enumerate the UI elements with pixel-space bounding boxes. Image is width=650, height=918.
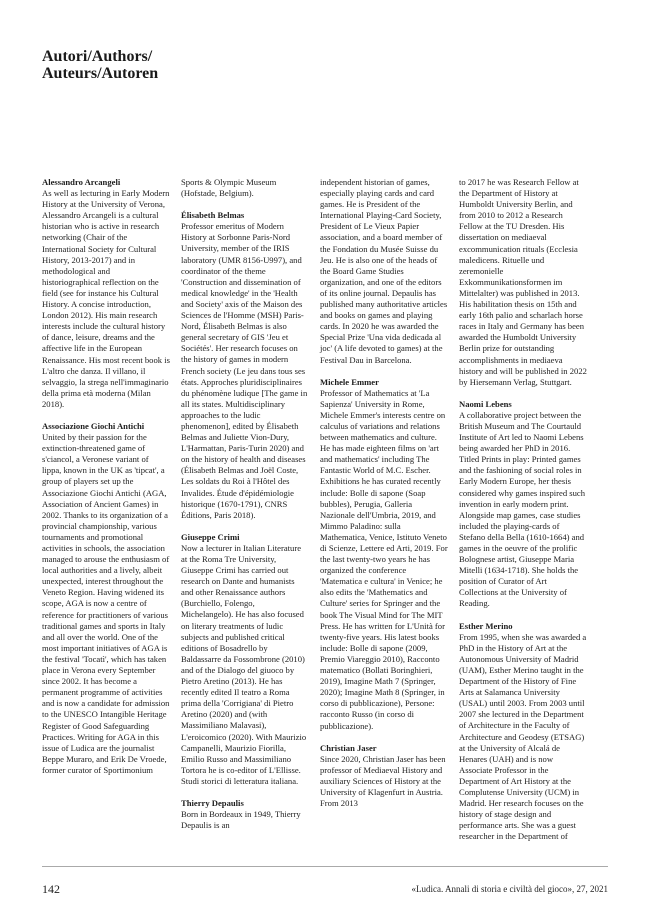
author-entry: [320, 743, 448, 810]
author-bio: Sports & Olympic Museum (Hofstade, Belgium).: [181, 177, 277, 199]
column-4: [459, 177, 587, 853]
column-2: [181, 177, 309, 842]
author-name: Michele Emmer: [320, 376, 379, 387]
author-bio: Professor of Mathematics at 'La Sapienza' University in Rome, Michele Emmer's interests centre on calculus of variations and relations between mathematics and culture. He has made eighteen films on 'art and mathematics' including The Fantastic World of M.C. Escher. Exhibitions he has curated recently include: Bolle di sapone (Soap bubbles), Perugia, Galleria Nazionale dell'Umbria, 2019, and Mimmo Paladino: sulla Mathematica, Venice, Istituto Veneto di Scienze, Lettere ed Arti, 2019. For the last twenty-two years he has organized the conference 'Matematica e cultura' in Venice; he also edits the 'Mathematics and Culture' series for Springer and the book The Visual Mind for The MIT Press. He has written for L'Unità for twenty-five years. His latest books include: Bolle di sapone (2009, Premio Viareggio 2010), Racconto matematico (Bollati Boringhieri, 2019), Imagine Math 7 (Springer, 2020); Imagine Math 8 (Springer, in corso di pubblicazione), Persone: racconto Russo (in corso di pubblicazione).: [320, 387, 448, 731]
footer-divider: [42, 866, 608, 867]
author-name: Élisabeth Belmas: [181, 210, 245, 221]
author-name: Christian Jaser: [320, 742, 377, 753]
author-bio: Professor emeritus of Modern History at Sorbonne Paris-Nord University, member of the IRIS laboratory (UMR 8156-U997), and coordinator of the theme 'Construction and dissemination of medical knowledge' in the 'Health and Society' axis of the Maison des Sciences de l'Homme (MSH) Paris-Nord, Élisabeth Belmas is also general secretary of GIS 'Jeu et Sociétés'. Her research focuses on the history of games in modern French society (Le jeu dans tous ses états. Approches pluridisciplinaires du phénomène ludique [The game in all its states. Multidisciplinary approaches to the ludic phenomenon], edited by Élisabeth Belmas and Juliette Vion-Dury, L'Harmattan, Paris-Turin 2020) and on the history of health and diseases (Élisabeth Belmas and Joël Coste, Les soldats du Roi à l'Hôtel des Invalides. Étude d'épidémiologie historique (1670-1791), CNRS Éditions, Paris 2018).: [181, 221, 308, 520]
author-entry: [320, 377, 448, 732]
column-1: [42, 177, 170, 787]
author-entry: [459, 621, 587, 843]
author-entry: [181, 210, 309, 521]
author-name: Alessandro Arcangeli: [42, 177, 121, 187]
author-bio: to 2017 he was Research Fellow at the Department of History at Humboldt University Berlin, and from 2010 to 2012 a Research Fellow at the TU Dresden. His dissertation on mediaeval excommunication rituals (Ecclesia maledicens. Rituelle und zeremonielle Exkommunikationsformen im Mittelalter) was published in 2013. His habilitation thesis on 15th and early 16th palio and scharlach horse races in Italy and Germany has been awarded the Humboldt University Berlin prize for outstanding accomplishments in mediaeva history and will be published in 2022 by Hiersemann Verlag, Stuttgart.: [459, 177, 587, 387]
author-entry: [181, 798, 309, 831]
author-entry-continued: [320, 177, 448, 366]
author-bio: Now a lecturer in Italian Literature at the Roma Tre University, Giuseppe Crimi has carried out research on Dante and humanists and other Renaissance authors (Burchiello, Folengo, Michelangelo). He has also focused on literary treatments of ludic subjects and published critical editions of Bosadrello by Baldassarre da Fossombrone (2010) and of the Dialogo del giuoco by Pietro Aretino (2013). He has recently edited Il teatro a Roma prima della 'Corrigiana' di Pietro Aretino (2020) and (with Massimiliano Malavasi), L'eroicomico (2020). With Maurizio Campanelli, Maurizio Fiorilla, Emilio Russo and Massimiliano Tortora he is co-editor of L'Ellisse. Studi storici di letteratura italiana.: [181, 542, 307, 786]
author-entry: [181, 532, 309, 787]
journal-citation: «Ludica. Annali di storia e civiltà del gioco», 27, 2021: [411, 884, 608, 894]
author-entry: [42, 177, 170, 410]
author-entry-continued: [181, 177, 309, 199]
author-bio: independent historian of games, especially playing cards and card games. He is President of the International Playing-Card Society, President of Le Vieux Papier association, and a board member of the Fondation du Musée Suisse du Jeu. He is also one of the heads of the Board Game Studies organization, and one of the editors of its online journal. Depaulis has published many authoritative articles and books on games and playing cards. In 2020 he was awarded the Special Prize 'Una vida dedicada al joc' (A life devoted to games) at the Festival Dau in Barcelona.: [320, 177, 448, 365]
author-bio: Born in Bordeaux in 1949, Thierry Depaulis is an: [181, 809, 301, 831]
author-name: Naomi Lebens: [459, 398, 512, 409]
page-title: Autori/Authors/ Auteurs/Autoren: [42, 48, 159, 82]
author-bio: A collaborative project between the British Museum and The Courtauld Institute of Art led to Naomi Lebens being awarded her PhD in 2016. Titled Prints in play: Printed games and the fashioning of social roles in Early Modern Europe, her thesis considered why games inspired such invention in early modern print. Alongside map games, case studies included the playing-cards of Stefano della Bella (1610-1664) and games in the oeuvre of the prolific Bolognese artist, Giuseppe Maria Mitelli (1634-1718). She holds the position of Curator of Art Collections at the University of Reading.: [459, 409, 586, 609]
author-bio: Since 2020, Christian Jaser has been professor of Mediaeval History and auxiliary Sciences of History at the University of Klagenfurt in Austria. From 2013: [320, 753, 446, 809]
author-entry: [459, 399, 587, 610]
author-entry: [42, 421, 170, 776]
author-entry-continued: [459, 177, 587, 388]
author-bio: From 1995, when she was awarded a PhD in the History of Art at the Autonomous University of Madrid (UAM), Esther Merino taught in the Department of the History of Fine Arts at Salamanca University (USAL) until 2003. From 2003 until 2007 she lectured in the Department of Architecture in the Faculty of Architecture and Geodesy (ETSAG) at the University of Alcalá de Henares (UAH) and is now Associate Professor in the Department of Art History at the Complutense University (UCM) in Madrid. Her research focuses on the history of stage design and performance arts. She was a guest researcher in the Department of: [459, 631, 587, 842]
author-name: Thierry Depaulis: [181, 797, 244, 808]
author-name: Giuseppe Crimi: [181, 531, 240, 542]
author-bio: United by their passion for the extinction-threatened game of s'ciancol, a Veronese variant of lippa, known in the UK as 'tipcat', a group of players set up the Associazione Giochi Antichi (AGA, Association of Ancient Games) in 2002. Thanks to its organization of a provincial championship, various tournaments and promotional activities in schools, the association managed to arouse the enthusiasm of local authorities and a lively, albeit unexpected, interest throughout the Veneto Region. Having widened its scope, AGA is now a centre of reference for practitioners of various traditional games and sports in Italy and all over the world. One of the most important initiatives of AGA is the festival 'Tocatì', which has taken place in Verona every September since 2002. It has become a permanent programme of activities and is now a candidate for admission to the UNESCO Intangible Heritage Register of Good Safeguarding Practices. Writing for AGA in this issue of Ludica are the journalist Beppe Muraro, and Erik De Vroede, former curator of Sportimonium: [42, 432, 170, 775]
page-number: 142: [42, 882, 60, 896]
column-3: [320, 177, 448, 820]
author-name: Associazione Giochi Antichi: [42, 420, 145, 431]
author-name: Esther Merino: [459, 620, 513, 631]
author-bio: As well as lecturing in Early Modern History at the University of Verona, Alessandro Arcangeli is a cultural historian who is active in research networking (Chair of the International Society for Cultural History, 2013-2017) and in methodological and historiographical reflection on the field (see for instance his Cultural History. A concise introduction, London 2012). His main research interests include the cultural history of dance, leisure, dreams and the affective life in the European Renaissance. His most recent book is L'altro che danza. Il villano, il selvaggio, la strega nell'immaginario della prima età moderna (Milan 2018).: [42, 188, 170, 409]
